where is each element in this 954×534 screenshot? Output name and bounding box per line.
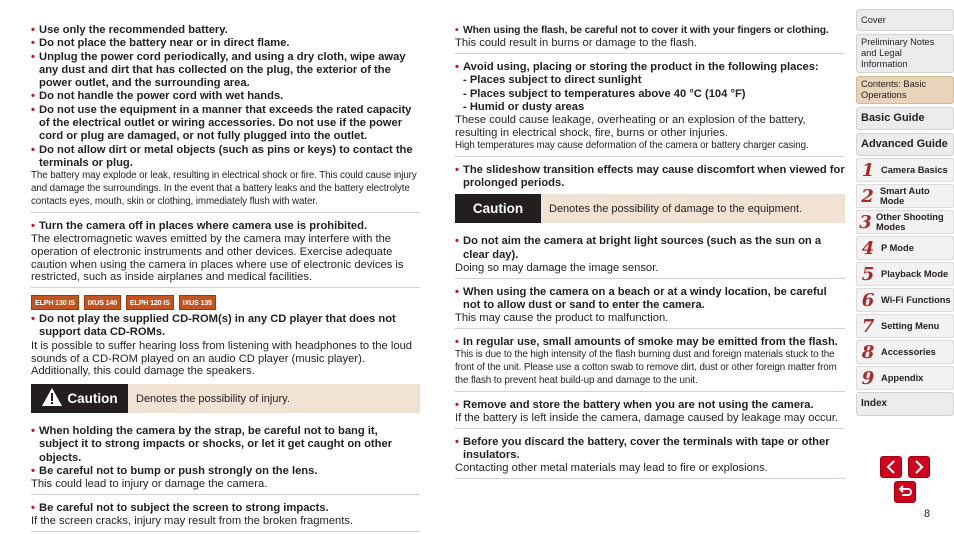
chapter-number: 6	[861, 289, 875, 311]
sidebar-item-basic-guide[interactable]: Basic Guide	[856, 107, 954, 130]
separator	[455, 428, 845, 429]
chapter-label: Camera Basics	[881, 165, 948, 175]
page-number: 8	[924, 508, 931, 520]
chapter-number: 2	[861, 185, 874, 207]
caution-injury-band	[31, 384, 420, 413]
sidebar-chapter-7[interactable]	[856, 314, 954, 338]
bullet-item: • The slideshow transition effects may cause discomfort when viewed for prolonged periods.	[455, 164, 845, 191]
bullet-item: • Do not play the supplied CD-ROM(s) in any CD player that does not support data CD-ROMs.	[31, 313, 420, 340]
bullet-item: • Do not place the battery near or in direct flame.	[31, 37, 420, 50]
bullet-item: • Do not use the equipment in a manner that exceeds the rated capacity of the electrical outlet or wiring accessories. Do not use if the power cord or plug are damaged, or not fully plugged into the outlet.	[31, 104, 420, 144]
caution-description: Denotes the possibility of damage to the equipment.	[549, 202, 803, 215]
sidebar-chapter-6[interactable]	[856, 288, 954, 312]
body-text: If the screen cracks, injury may result from the broken fragments.	[31, 515, 354, 528]
sidebar-chapter-4[interactable]	[856, 236, 954, 260]
model-badges	[31, 295, 420, 310]
return-button[interactable]	[894, 481, 916, 503]
bullet-item: • When holding the camera by the strap, be careful not to bang it, subject it to strong impacts or shocks, or let it get caught on other objects.	[31, 425, 420, 465]
left-column	[31, 24, 420, 534]
separator	[455, 391, 845, 392]
body-text: This could lead to injury or damage the camera.	[31, 478, 268, 491]
bullet-item: • Be careful not to subject the screen to strong impacts.	[31, 502, 420, 515]
body-text: High temperatures may cause deformation of the camera or battery charger casing.	[455, 139, 809, 151]
bullet-item: • Remove and store the battery when you are not using the camera.	[455, 399, 845, 412]
sidebar-chapter-9[interactable]	[856, 366, 954, 390]
chapter-label: Accessories	[881, 347, 936, 357]
bullet-item: • Unplug the power cord periodically, and using a dry cloth, wipe away any dust and dirt that has collected on the plug, the exterior of the power outlet, and the surrounding area.	[31, 51, 420, 91]
bullet-item: • When using the flash, be careful not to cover it with your fingers or clothing.	[455, 24, 845, 37]
bullet-item: • Be careful not to bump or push strongly on the lens.	[31, 465, 420, 478]
body-text: Doing so may damage the image sensor.	[455, 261, 659, 274]
sidebar-chapter-5[interactable]	[856, 262, 954, 286]
arrow-left-icon	[885, 460, 897, 474]
body-text: Contacting other metal materials may lead to fire or explosions.	[455, 462, 768, 475]
separator	[31, 212, 420, 213]
model-badge: IXUS 135	[179, 295, 216, 310]
body-text: This is due to the high intensity of the flash burning dust and foreign materials stuck to the front of the unit. Please use a cotton swab to remove dirt, dust or other foreign matter from the flash to prevent heat build-up and damage to the unit.	[455, 349, 837, 386]
body-text: This may cause the product to malfunction.	[455, 312, 669, 325]
return-icon	[897, 485, 913, 499]
model-badge: IXUS 140	[84, 295, 121, 310]
chapter-label: Other Shooting Modes	[876, 212, 944, 232]
separator	[455, 478, 845, 479]
bullet-item: • Turn the camera off in places where camera use is prohibited.	[31, 220, 420, 233]
bullet-item: • Before you discard the battery, cover the terminals with tape or other insulators.	[455, 436, 845, 463]
chapter-number: 5	[861, 263, 875, 285]
sidebar-nav	[856, 9, 954, 419]
separator	[455, 156, 845, 157]
bullet-item: • Do not aim the camera at bright light sources (such as the sun on a clear day).	[455, 235, 845, 262]
sidebar-item-index[interactable]: Index	[856, 392, 954, 416]
chapter-number: 1	[861, 159, 875, 181]
bullet-item: • In regular use, small amounts of smoke may be emitted from the flash.	[455, 336, 845, 349]
warning-triangle-icon	[41, 387, 63, 410]
bullet-item: • When using the camera on a beach or at a windy location, be careful not to allow dust or sand to enter the camera.	[455, 286, 845, 313]
separator	[455, 278, 845, 279]
sidebar-chapter-2[interactable]	[856, 184, 954, 208]
chapter-number: 4	[861, 237, 875, 259]
sub-item: - Places subject to direct sunlight	[463, 74, 642, 87]
body-text: The battery may explode or leak, resulting in electrical shock or fire. This could cause injury and damage the surroundings. In the event that a battery leaks and the battery electrolyte contacts eyes, mouth, skin or clothing, immediately flush with water.	[31, 170, 417, 207]
sidebar-item-cover[interactable]: Cover	[856, 9, 954, 31]
caution-tag	[31, 384, 128, 413]
sidebar-chapter-1[interactable]	[856, 158, 954, 182]
chapter-number: 8	[861, 341, 875, 363]
sidebar-item-contents[interactable]: Contents: Basic Operations	[856, 76, 954, 104]
caution-description: Denotes the possibility of injury.	[136, 392, 290, 405]
caution-label: Caution	[67, 391, 118, 407]
caution-tag	[455, 194, 541, 223]
sidebar-item-advanced-guide[interactable]: Advanced Guide	[856, 133, 954, 156]
separator	[31, 494, 420, 495]
chapter-label: Wi-Fi Functions	[881, 295, 951, 305]
bullet-item: • Do not handle the power cord with wet hands.	[31, 90, 420, 103]
separator	[455, 328, 845, 329]
sidebar-chapter-8[interactable]	[856, 340, 954, 364]
prev-page-button[interactable]	[880, 456, 902, 478]
body-text: These could cause leakage, overheating or an explosion of the battery, resulting in electrical shock, fire, burns or other injuries.	[455, 114, 806, 140]
caution-label: Caution	[472, 201, 524, 217]
bullet-item: • Use only the recommended battery.	[31, 24, 420, 37]
bullet-item: • Do not allow dirt or metal objects (such as pins or keys) to contact the terminals or plug.	[31, 144, 420, 171]
separator	[31, 287, 420, 288]
chapter-label: Playback Mode	[881, 269, 949, 279]
sub-item: - Places subject to temperatures above 40 °C (104 °F)	[463, 87, 746, 100]
body-text: It is possible to suffer hearing loss from listening with headphones to the loud sounds of a CD-ROM played on an audio CD player (music player). Additionally, this could damage the speakers.	[31, 339, 413, 378]
caution-damage-band	[455, 194, 845, 223]
next-page-button[interactable]	[908, 456, 930, 478]
chapter-label: P Mode	[881, 243, 914, 253]
arrow-right-icon	[913, 460, 925, 474]
chapter-label: Smart Auto Mode	[879, 186, 930, 206]
chapter-number: 3	[859, 211, 872, 233]
model-badge: ELPH 120 IS	[126, 295, 174, 310]
chapter-label: Appendix	[881, 373, 924, 383]
body-text: If the battery is left inside the camera, damage caused by leakage may occur.	[455, 412, 839, 425]
sidebar-chapter-3[interactable]	[856, 210, 954, 234]
sub-item: - Humid or dusty areas	[463, 100, 585, 113]
chapter-number: 9	[861, 367, 875, 389]
bullet-item: • Avoid using, placing or storing the product in the following places:	[455, 61, 845, 74]
body-text: The electromagnetic waves emitted by the camera may interfere with the operation of electronic instruments and other devices. Exercise adequate caution when using the camera in places where use of electronic devices is restricted, such as inside airplanes and medical facilities.	[31, 232, 404, 284]
middle-column	[455, 24, 845, 486]
model-badge: ELPH 130 IS	[31, 295, 79, 310]
separator	[31, 531, 420, 532]
sidebar-item-prelim[interactable]: Preliminary Notes and Legal Information	[856, 34, 954, 73]
chapter-number: 7	[861, 315, 875, 337]
chapter-label: Setting Menu	[881, 321, 940, 331]
body-text: This could result in burns or damage to the flash.	[455, 37, 697, 50]
separator	[455, 53, 845, 54]
